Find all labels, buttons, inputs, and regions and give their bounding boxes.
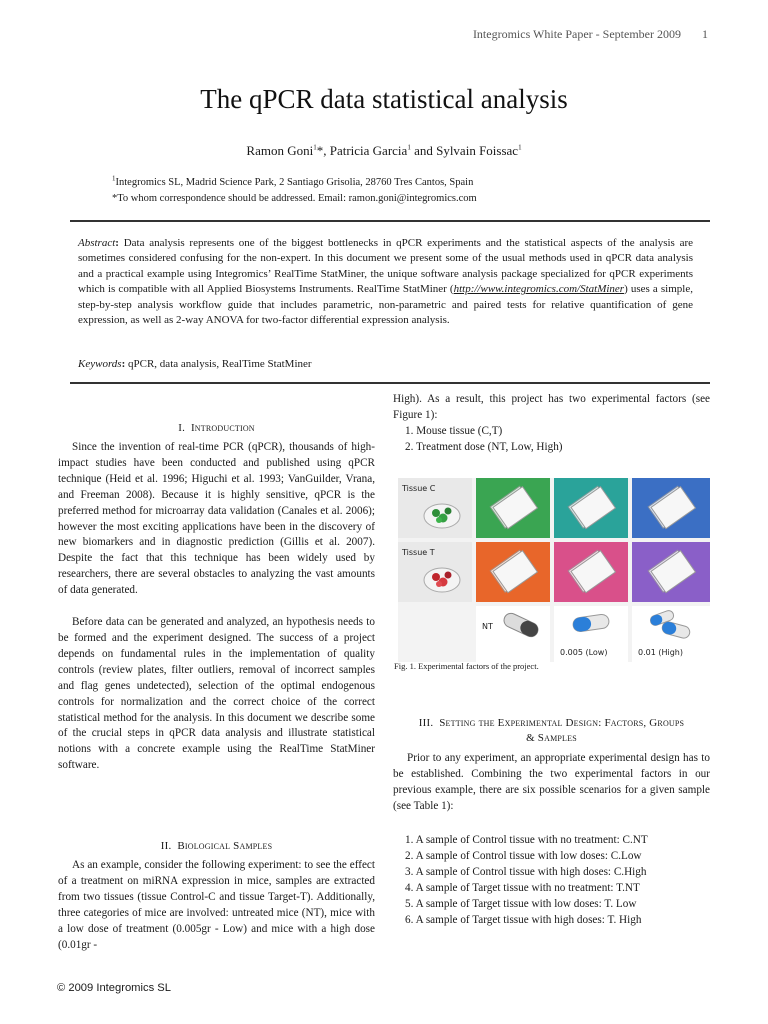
pill-capsule-blue-icon: [568, 610, 614, 636]
copyright-footer: © 2009 Integromics SL: [57, 982, 171, 994]
list-item: 5. A sample of Target tissue with low doses: T. Low: [405, 897, 637, 910]
affiliation-line: [112, 174, 474, 188]
keywords-sep: :: [121, 358, 129, 370]
plate-stack-icon: [632, 542, 710, 602]
correspondence-line: *To whom correspondence should be addressed. Email: ramon.goni@integromics.com: [112, 193, 477, 204]
plate-stack-icon: [632, 478, 710, 538]
author-1-mark: *,: [316, 143, 330, 158]
biological-samples-continued: [393, 392, 710, 424]
plate-stack-icon: [554, 542, 628, 602]
section-title-continued: & Samples: [526, 732, 577, 744]
dose-nt-label: NT: [482, 622, 493, 631]
section-title: Biological Samples: [177, 840, 273, 852]
author-3-sup: 1: [518, 143, 522, 152]
dose-cell-high: [632, 606, 710, 662]
plate-stack-icon: [554, 478, 628, 538]
tissue-c-cell: [398, 478, 472, 538]
section-heading-biological-samples: [58, 840, 375, 852]
list-item: 4. A sample of Target tissue with no treatment: T.NT: [405, 881, 640, 894]
section-number: III.: [418, 717, 434, 729]
author-1: Ramon Goni: [246, 143, 314, 158]
figure-caption: Fig. 1. Experimental factors of the project.: [394, 661, 539, 671]
paper-title: The qPCR data statistical analysis: [200, 84, 568, 114]
plate-cell-t-high: [632, 542, 710, 602]
pill-capsule-grey-icon: [498, 610, 544, 640]
abstract-url-link[interactable]: http://www.integromics.com/StatMiner: [453, 283, 625, 296]
list-item: 2. A sample of Control tissue with low doses: C.Low: [405, 849, 642, 862]
plate-cell-t-nt: [476, 542, 550, 602]
author-2: Patricia Garcia: [329, 143, 408, 158]
list-item: 1. A sample of Control tissue with no treatment: C.NT: [405, 834, 648, 846]
section-heading-experimental-design: [393, 716, 710, 746]
plate-cell-c-nt: [476, 478, 550, 538]
introduction-body: [58, 440, 375, 774]
pill-capsules-blue-icon: [646, 606, 696, 642]
tissue-c-label: Tissue C: [402, 484, 436, 493]
tissue-t-cell: [398, 542, 472, 602]
paragraph: Since the invention of real-time PCR (qPCR), thousands of high-impact studies have been conducted and published using qPCR technique (Heid et al. 1996; Higuchi et al. 1993; VanGuilder, Vrana, and Freeman 2008). Because it is highly sensitive, qPCR is the preferred method for microarray data validation (Canales et al. 2006); however the most exciting applications have been in the discovery of new biomarkers and in diagnostic prediction (Gillis et al. 2007). Despite the fact that this technique has been widely used by researchers, there are several obstacles to analyzing the vast amounts of data generated.: [58, 441, 375, 597]
author-1-sup: 1: [313, 143, 317, 152]
section-number: II.: [160, 840, 172, 852]
scenarios-list: [405, 833, 648, 928]
section-heading-introduction: [58, 422, 375, 434]
bottom-rule: [70, 382, 710, 384]
page-number: 1: [702, 27, 708, 41]
list-item: 6. A sample of Target tissue with high doses: T. High: [405, 913, 642, 926]
keywords: [78, 358, 312, 370]
dose-high-label: 0.01 (High): [638, 648, 683, 657]
section-title: Setting the Experimental Design: Factors, Groups: [439, 717, 685, 729]
plate-cell-c-high: [632, 478, 710, 538]
abstract-sep: :: [115, 237, 124, 249]
paragraph: As an example, consider the following experiment: to see the effect of a treatment on miRNA expression in mice, samples are extracted from two tissues (tissue Control-C and tissue Target-T). Additionally, three categories of mice are involved: untreated mice (NT), mice with a low dose of treatment (0.005gr - Low) and mice with a high dose (0.01gr -: [58, 859, 375, 951]
tissue-t-label: Tissue T: [402, 548, 435, 557]
petri-dish-red-icon: [422, 564, 462, 594]
section-title: Introduction: [190, 422, 255, 434]
abstract-label: Abstract: [78, 237, 116, 249]
factors-list: [405, 424, 563, 456]
author-join: and: [410, 143, 437, 158]
dose-low-label: 0.005 (Low): [560, 648, 608, 657]
affiliation-sup: 1: [112, 174, 116, 183]
paragraph: High). As a result, this project has two experimental factors (see Figure 1):: [393, 393, 710, 421]
plate-cell-c-low: [554, 478, 628, 538]
paragraph: Prior to any experiment, an appropriate experimental design has to be established. Combining the two experimental factors in our previous example, there are six possible scenarios for a given sample (see Table 1):: [393, 752, 710, 812]
abstract: [78, 236, 693, 328]
keywords-label: Keywords: [78, 358, 122, 370]
affiliation-text: Integromics SL, Madrid Science Park, 2 Santiago Grisolia, 28760 Tres Cantos, Spain: [115, 177, 474, 188]
section-number: I.: [178, 422, 186, 434]
keywords-text: qPCR, data analysis, RealTime StatMiner: [128, 358, 312, 370]
list-item: 3. A sample of Control tissue with high doses: C.High: [405, 865, 647, 878]
petri-dish-green-icon: [422, 500, 462, 530]
plate-stack-icon: [476, 542, 550, 602]
abstract-text-2: ) uses a simple, step-by-step analysis workflow guide that includes parametric, non-parametric and paired tests for relative quantification of gene expression, as well as 2-way ANOVA for two-factor differential expression analysis.: [78, 283, 693, 327]
top-rule: [70, 220, 710, 222]
biological-samples-body: [58, 858, 375, 953]
running-header: [473, 27, 708, 42]
paragraph: Before data can be generated and analyzed, an hypothesis needs to be formed and the experiment designed. The success of a project depends on fundamental rules in the implementation of quality controls (review plates, filter outliers, removal of incorrect samples and flag genes undetected), selection of the optimal endogenous controls for normalization and the correct choice of the correct statistical method for the analysis. In this document we describe some of the crucial steps in qPCR data analysis and illustrate statistical notions with a concrete example using the RealTime StatMiner software.: [58, 616, 375, 772]
dose-cell-low: [554, 606, 628, 662]
dose-cell-nt: [476, 606, 550, 662]
experimental-design-body: [393, 751, 710, 815]
running-title: Integromics White Paper - September 2009: [472, 27, 681, 41]
plate-stack-icon: [476, 478, 550, 538]
list-item: 1. Mouse tissue (C,T): [405, 425, 503, 437]
plate-cell-t-low: [554, 542, 628, 602]
figure-experimental-factors: [398, 478, 710, 662]
author-3: Sylvain Foissac: [436, 143, 519, 158]
list-item: 2. Treatment dose (NT, Low, High): [405, 440, 563, 453]
author-line: [0, 143, 768, 159]
author-2-sup: 1: [407, 143, 411, 152]
abstract-text-1: Data analysis represents one of the biggest bottlenecks in qPCR experiments and the statistical aspects of the analysis are sometimes considered confusing for the non-expert. In this document we present some of the usual methods used in qPCR data analysis and a practical example using Integromics’ RealTime StatMiner, the unique software analysis package specialized for qPCR experiments which is compatible with all Applied Biosystems Instruments. RealTime StatMiner (: [78, 237, 693, 296]
